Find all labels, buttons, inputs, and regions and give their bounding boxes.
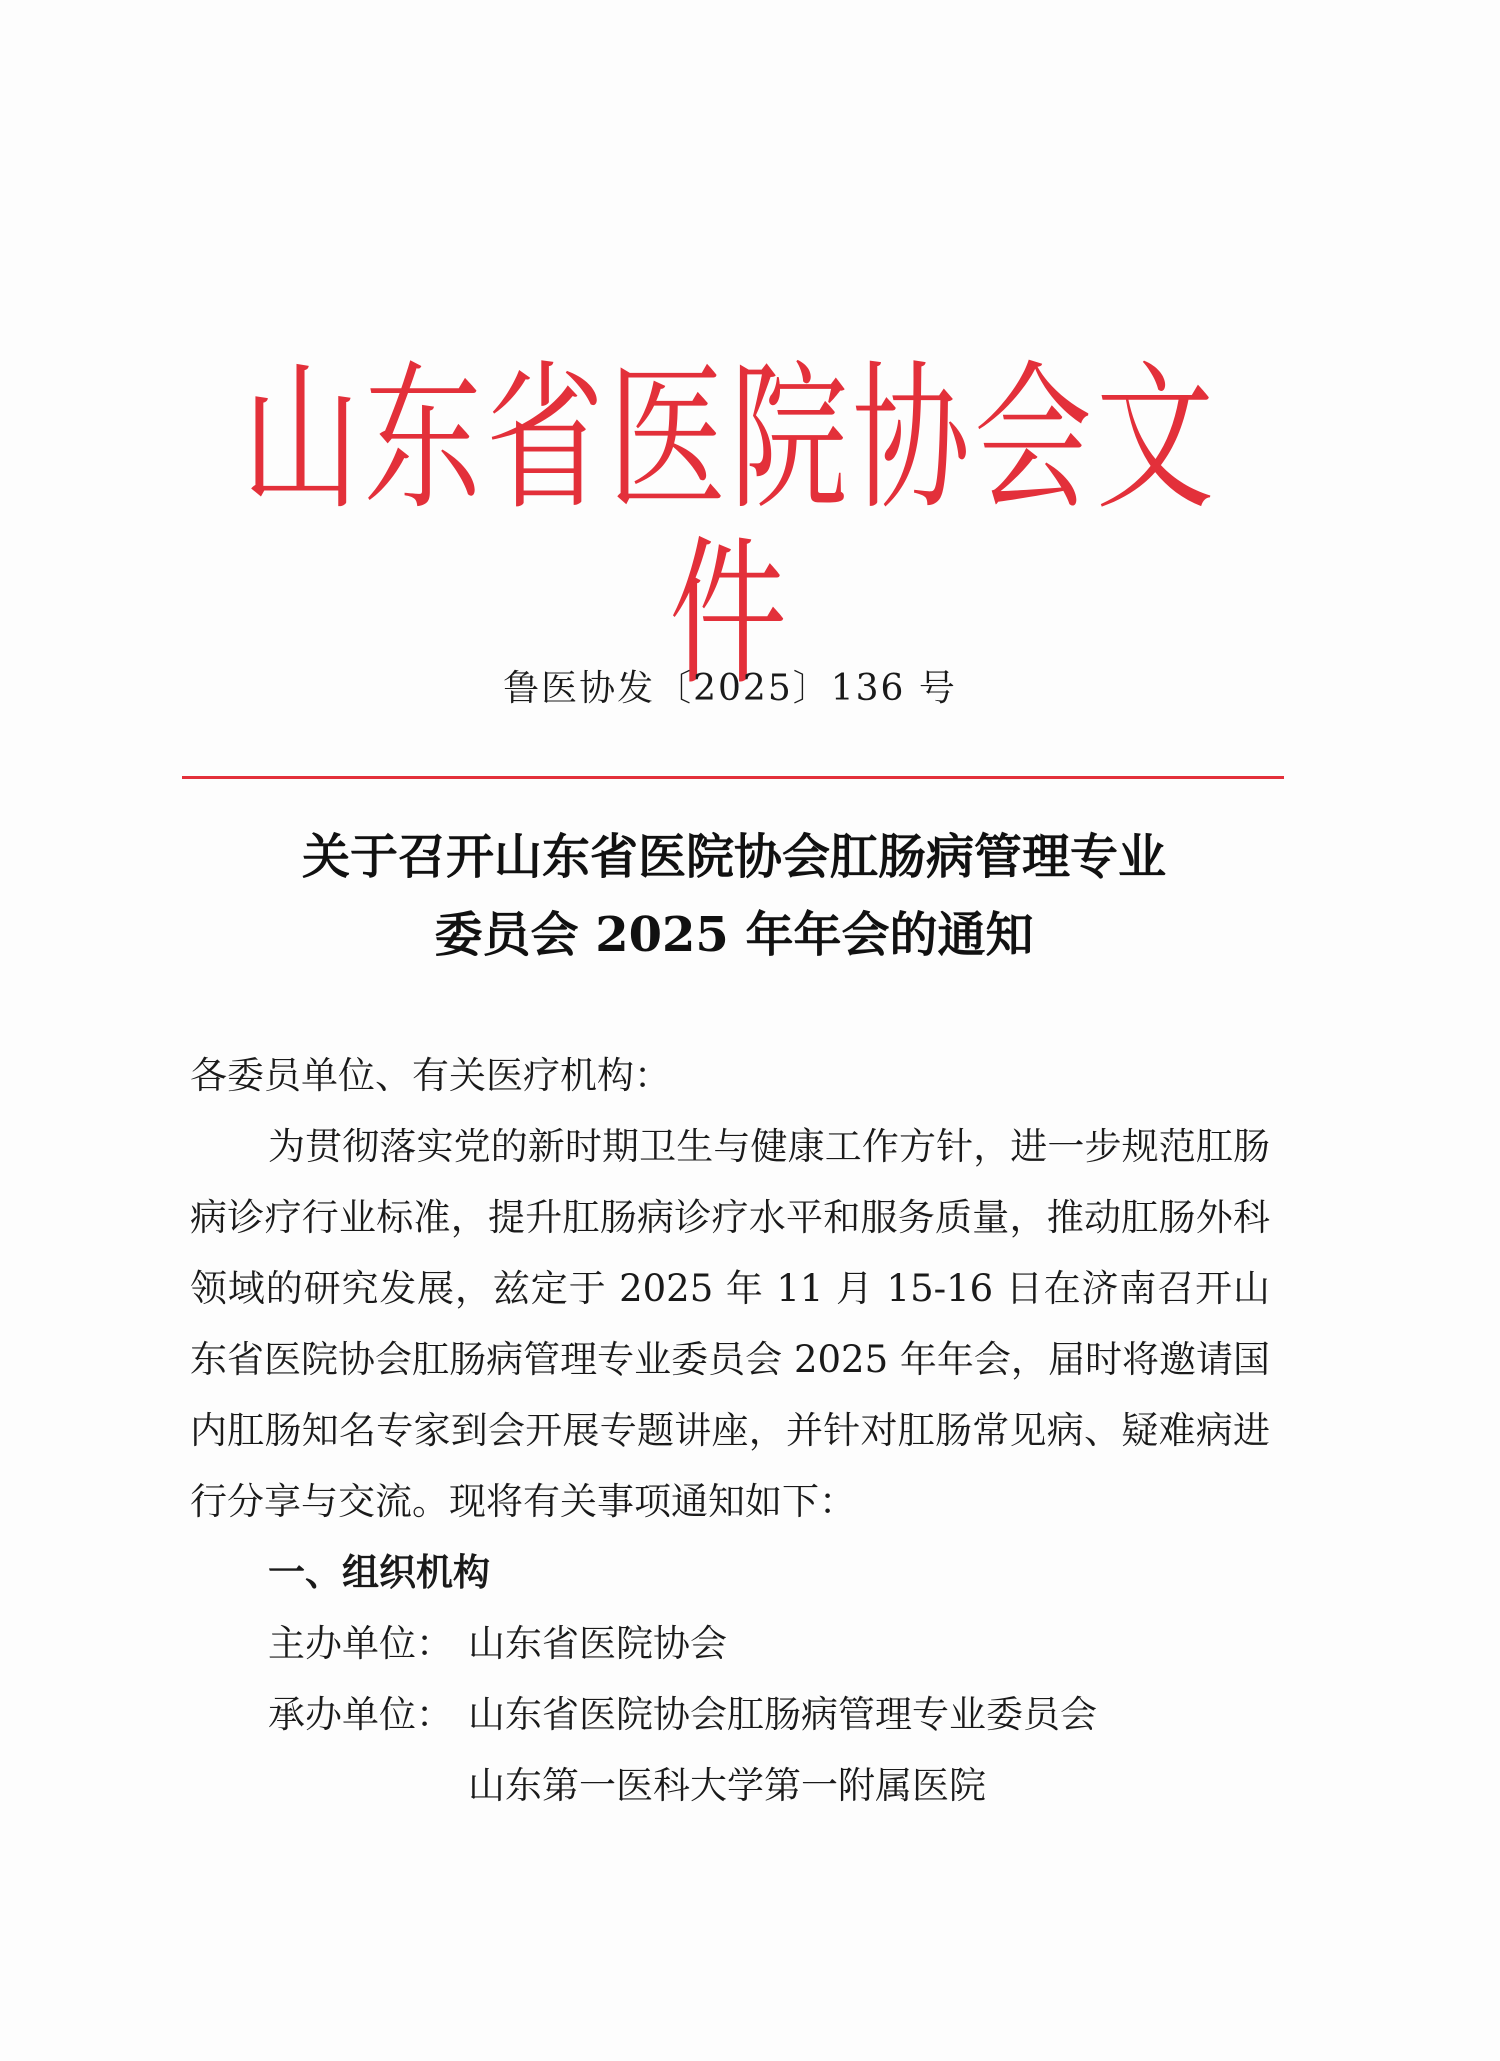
red-divider-line bbox=[182, 776, 1284, 779]
intro-paragraph: 为贯彻落实党的新时期卫生与健康工作方针，进一步规范肛肠病诊疗行业标准，提升肛肠病诊疗水平和服务质量，推动肛肠外科领域的研究发展，兹定于 2025 年 11 月 15-16 日在济南召开山东省医院协会肛肠病管理专业委员会 2025 年年会，届时将邀请国内肛肠知名专家到会开展专题讲座，并针对肛肠常见病、疑难病进行分享与交流。现将有关事项通知如下： bbox=[190, 1125, 1270, 1523]
section-heading-organization: 一、组织机构 bbox=[268, 1551, 490, 1594]
notice-title-line2: 委员会 2025 年年会的通知 bbox=[434, 907, 1034, 963]
organizer-value: 山东省医院协会 bbox=[468, 1622, 727, 1665]
undertaker-value: 山东第一医科大学第一附属医院 bbox=[468, 1764, 986, 1807]
notice-body bbox=[190, 1040, 1270, 1821]
undertaker-values bbox=[468, 1679, 1270, 1821]
issuer-header-title: 山东省医院协会文件 bbox=[241, 345, 1218, 707]
notice-title bbox=[150, 818, 1318, 974]
undertaker-value: 山东省医院协会肛肠病管理专业委员会 bbox=[468, 1693, 1097, 1736]
document-number: 鲁医协发〔2025〕136 号 bbox=[503, 668, 957, 709]
salutation: 各委员单位、有关医疗机构： bbox=[190, 1054, 671, 1097]
undertaker-row bbox=[190, 1679, 1270, 1821]
notice-title-line1: 关于召开山东省医院协会肛肠病管理专业 bbox=[301, 829, 1166, 885]
organizer-label: 主办单位： bbox=[268, 1622, 453, 1665]
undertaker-label: 承办单位： bbox=[268, 1693, 453, 1736]
organizer-row bbox=[190, 1608, 1270, 1679]
